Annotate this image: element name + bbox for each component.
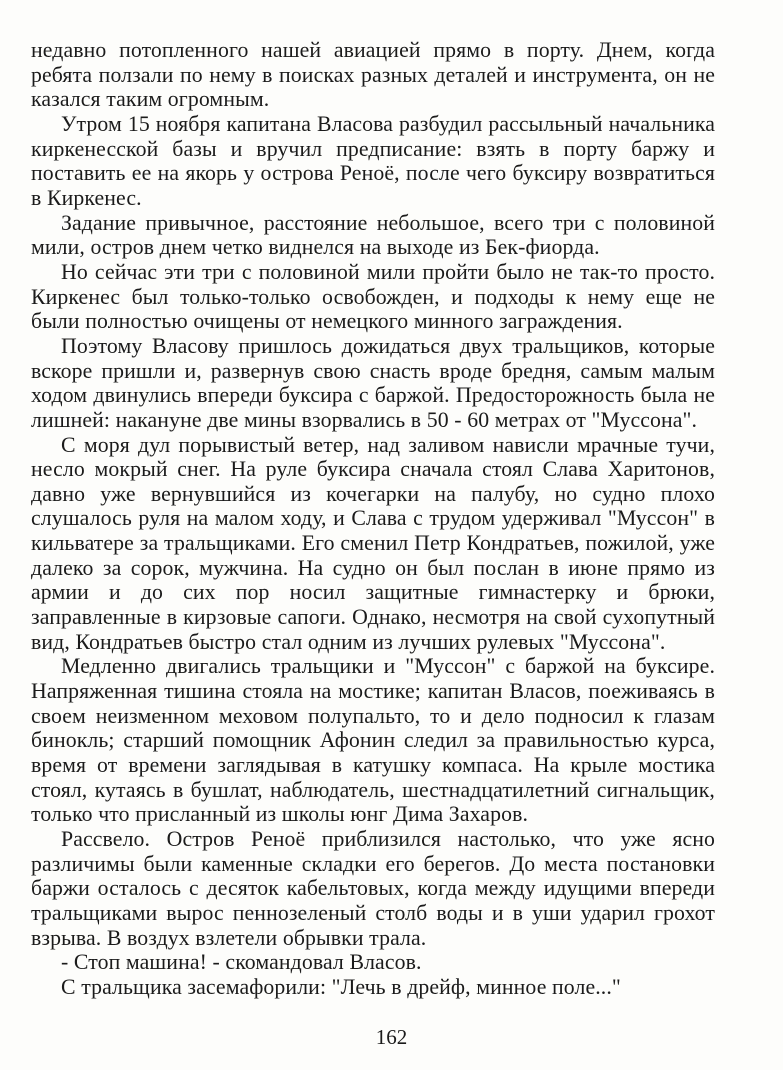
paragraph: Утром 15 ноября капитана Власова разбудил рассыльный начальника киркенесской базы и вручил предписание: взять в порту баржу и поставить ее на якорь у острова Реноё, после чего буксиру возвратиться в Киркенес. <box>31 111 715 210</box>
paragraph: Медленно двигались тральщики и "Муссон" с баржой на буксире. Напряженная тишина стояла на мостике; капитан Власов, поеживаясь в своем неизменном меховом полупальто, то и дело подносил к глазам бинокль; старший помощник Афонин следил за правильностью курса, время от времени заглядывая в катушку компаса. На крыле мостика стоял, кутаясь в бушлат, наблюдатель, шестнадцатилетний сигнальщик, только что присланный из школы юнг Дима Захаров. <box>31 654 715 827</box>
paragraph: Задание привычное, расстояние небольшое, всего три с половиной мили, остров днем четко виднелся на выходе из Бек-фиорда. <box>31 210 715 260</box>
paragraph: Рассвело. Остров Реноё приблизился настолько, что уже ясно различимы были каменные складки его берегов. До места постановки баржи осталось с десяток кабельтовых, когда между идущими впереди тральщиками вырос пеннозеленый столб воды и в уши ударил грохот взрыва. В воздух взлетели обрывки трала. <box>31 827 715 950</box>
paragraph: С моря дул порывистый ветер, над заливом нависли мрачные тучи, несло мокрый снег. На руле буксира сначала стоял Слава Харитонов, давно уже вернувшийся из кочегарки на палубу, но судно плохо слушалось руля на малом ходу, и Слава с трудом удерживал "Муссон" в кильватере за тральщиками. Его сменил Петр Кондратьев, пожилой, уже далеко за сорок, мужчина. На судно он был послан в июне прямо из армии и до сих пор носил защитные гимнастерку и брюки, заправленные в кирзовые сапоги. Однако, несмотря на свой сухопутный вид, Кондратьев быстро стал одним из лучших рулевых "Муссона". <box>31 432 715 654</box>
paragraph: Поэтому Власову пришлось дожидаться двух тральщиков, которые вскоре пришли и, развернув свою снасть вроде бредня, самым малым ходом двинулись впереди буксира с баржой. Предосторожность была не лишней: накануне две мины взорвались в 50 - 60 метрах от "Муссона". <box>31 333 715 432</box>
paragraph: Но сейчас эти три с половиной мили пройти было не так-то просто. Киркенес был только-только освобожден, и подходы к нему еще не были полностью очищены от немецкого минного заграждения. <box>31 259 715 334</box>
paragraph: С тральщика засемафорили: "Лечь в дрейф, минное поле..." <box>61 974 621 999</box>
page-number: 162 <box>375 1025 408 1049</box>
paragraph: недавно потопленного нашей авиацией прямо в порту. Днем, когда ребята ползали по нему в поисках разных деталей и инструмента, он не казался таким огромным. <box>31 38 715 112</box>
body-text <box>31 38 715 1000</box>
paragraph: - Стоп машина! - скомандовал Власов. <box>61 950 422 975</box>
